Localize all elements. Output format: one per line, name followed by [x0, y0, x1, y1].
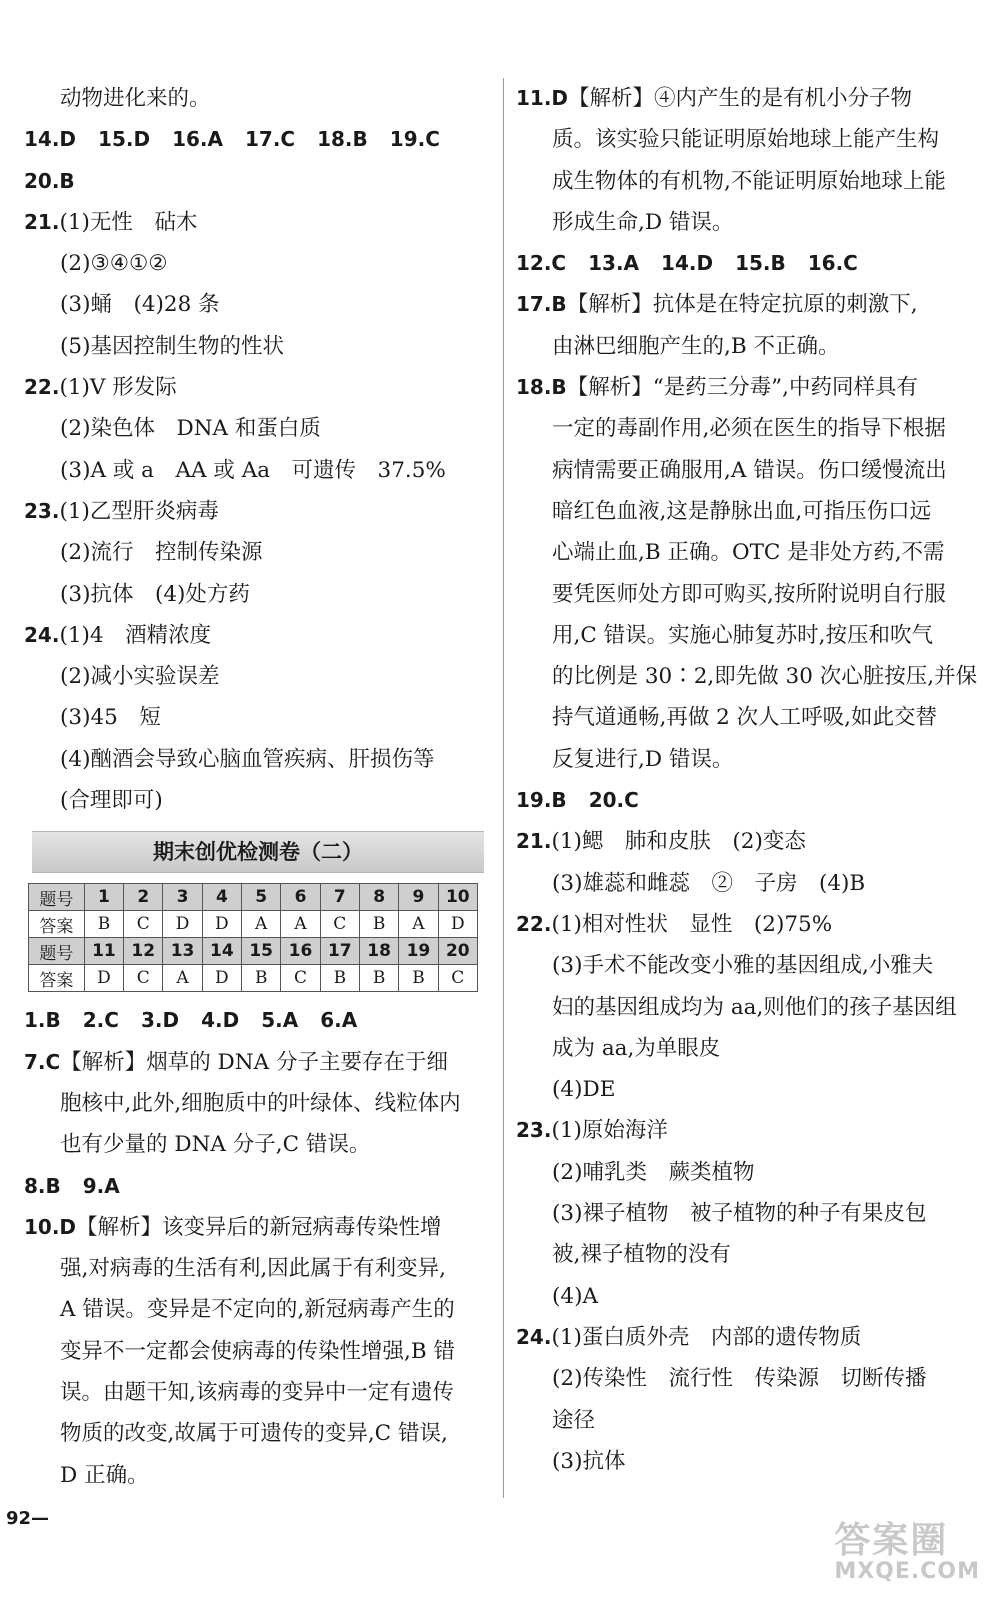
text-line	[24, 1289, 492, 1330]
answer-text: (2)减小实验误差	[60, 664, 220, 690]
answer-text: (2)哺乳类 蕨类植物	[552, 1159, 755, 1185]
answer-item: 19.B	[516, 788, 567, 813]
row-label: 题号	[29, 938, 85, 965]
answer-item: 9.A	[82, 1173, 120, 1198]
answer-item: 14.D	[661, 251, 714, 276]
text-line	[24, 1083, 492, 1124]
question-number-cell: 5	[242, 884, 281, 911]
question-number: 10.D	[24, 1214, 77, 1239]
text-line	[24, 1331, 492, 1372]
answer-text: A 错误。变异是不定向的,新冠病毒产生的	[60, 1297, 455, 1323]
text-line	[516, 656, 986, 697]
answer-cell: B	[84, 911, 123, 938]
answer-group-line	[516, 243, 986, 284]
answer-text: 反复进行,D 错误。	[552, 746, 734, 772]
answer-item: 12.C	[516, 251, 567, 276]
watermark-sub: MXQE.COM	[834, 1559, 980, 1584]
section-banner: 期末创优检测卷（二）	[32, 831, 484, 873]
text-line	[24, 1248, 492, 1289]
answer-text: 形成生命,D 错误。	[552, 209, 734, 235]
answer-cell: D	[163, 911, 202, 938]
answer-cell: B	[359, 965, 398, 992]
answer-cell: C	[124, 911, 163, 938]
text-line	[24, 1413, 492, 1454]
text-line	[24, 615, 492, 656]
answer-table	[28, 883, 478, 992]
answer-text: (3)裸子植物 被子植物的种子有果皮包	[552, 1201, 927, 1227]
answer-text: (4)DE	[552, 1077, 616, 1103]
answer-text: (3)抗体	[552, 1448, 626, 1474]
answer-item: 13.A	[588, 251, 640, 276]
answer-item: 16.A	[172, 127, 223, 152]
answer-text: 【解析】烟草的 DNA 分子主要存在于细	[60, 1049, 448, 1075]
question-number-cell: 3	[163, 884, 202, 911]
answer-cell: B	[242, 965, 281, 992]
text-line	[24, 1207, 492, 1248]
question-number: 11.D	[516, 86, 569, 110]
text-line	[516, 697, 986, 738]
answer-text: 物质的改变,故属于可遗传的变异,C 错误,	[60, 1421, 448, 1447]
answer-cell: D	[84, 965, 123, 992]
page-number: 92—	[6, 1508, 50, 1529]
answer-text: 一定的毒副作用,必须在医生的指导下根据	[552, 416, 946, 442]
answer-text: (5)基因控制生物的性状	[60, 333, 284, 359]
answer-text: 用,C 错误。实施心肺复苏时,按压和吹气	[552, 622, 933, 648]
text-line	[516, 615, 986, 656]
answer-text: (1)鳃 肺和皮肤 (2)变态	[551, 829, 806, 855]
text-line	[516, 1193, 986, 1234]
answer-text: 的比例是 30∶2,即先做 30 次心脏按压,并保	[552, 664, 978, 690]
question-number: 24.	[24, 622, 60, 647]
answer-item: 4.D	[201, 1008, 240, 1033]
question-number-cell: 13	[163, 938, 202, 965]
question-number: 21.	[516, 829, 552, 854]
watermark-main: 答案圈	[834, 1520, 949, 1561]
watermark-logo	[834, 1512, 980, 1584]
text-line	[516, 119, 986, 160]
question-number: 21.	[24, 209, 60, 234]
text-line	[24, 326, 492, 367]
answer-text: 误。由题干知,该病毒的变异中一定有遗传	[60, 1380, 454, 1406]
text-line	[516, 408, 986, 449]
answer-text: 【解析】“是药三分毒”,中药同样具有	[566, 375, 919, 401]
answer-cell: C	[320, 911, 359, 938]
text-line	[516, 367, 986, 408]
text-line	[516, 1234, 986, 1275]
table-header-row	[29, 938, 478, 965]
text-line	[24, 367, 492, 408]
text-line	[516, 987, 986, 1028]
text-line	[516, 1441, 986, 1482]
text-line	[516, 1276, 986, 1317]
question-number: 22.	[24, 375, 60, 400]
answer-cell: B	[399, 965, 438, 992]
left-column	[24, 78, 492, 1496]
answer-text: D 正确。	[60, 1462, 149, 1488]
text-line	[516, 1358, 986, 1399]
answer-cell: A	[399, 911, 438, 938]
answer-cell: A	[281, 911, 320, 938]
answer-item: 15.B	[735, 251, 786, 276]
question-number-cell: 10	[438, 884, 477, 911]
answer-text: (2)流行 控制传染源	[60, 540, 263, 566]
question-number-cell: 19	[399, 938, 438, 965]
row-label: 答案	[29, 965, 85, 992]
answer-item: 20.C	[588, 788, 639, 813]
question-number-cell: 12	[124, 938, 163, 965]
answer-cell: D	[438, 911, 477, 938]
question-number-cell: 20	[438, 938, 477, 965]
text-line	[24, 1124, 492, 1165]
question-number-cell: 16	[281, 938, 320, 965]
answer-cell: D	[202, 911, 241, 938]
answer-group-line	[24, 119, 492, 160]
text-line	[516, 1110, 986, 1151]
text-line	[516, 284, 986, 325]
answer-cell: A	[163, 965, 202, 992]
question-number-cell: 9	[399, 884, 438, 911]
answer-item: 15.D	[98, 127, 151, 152]
question-number: 23.	[24, 498, 60, 523]
question-number-cell: 11	[84, 938, 123, 965]
answer-cell: C	[281, 965, 320, 992]
text-line	[516, 945, 986, 986]
answer-text: 【解析】该变异后的新冠病毒传染性增	[76, 1214, 442, 1240]
answer-text: (合理即可)	[60, 788, 163, 814]
answer-text: (2)③④①②	[60, 251, 168, 277]
answer-text: (3)抗体 (4)处方药	[60, 581, 250, 607]
answer-item: 18.B	[317, 127, 368, 152]
answer-text: (3)手术不能改变小雅的基因组成,小雅夫	[552, 953, 934, 979]
question-number-cell: 17	[320, 938, 359, 965]
text-line	[516, 574, 986, 615]
text-line	[24, 284, 492, 325]
text-line	[516, 1069, 986, 1110]
question-number-cell: 7	[320, 884, 359, 911]
answer-text: 持气道通畅,再做 2 次人工呼吸,如此交替	[552, 705, 938, 731]
text-line	[24, 739, 492, 780]
answer-text: 妇的基因组成均为 aa,则他们的孩子基因组	[552, 994, 957, 1020]
text-line	[24, 78, 492, 119]
answer-text: (2)染色体 DNA 和蛋白质	[60, 416, 321, 442]
answer-text: (3)蛹 (4)28 条	[60, 292, 220, 318]
table-header-row	[29, 884, 478, 911]
table-answer-row	[29, 911, 478, 938]
answer-text: 【解析】④内产生的是有机小分子物	[568, 86, 913, 111]
question-number-cell: 2	[124, 884, 163, 911]
text-line	[24, 1042, 492, 1083]
text-line	[24, 450, 492, 491]
text-line	[516, 532, 986, 573]
answer-text: (1)V 形发际	[59, 375, 177, 401]
answer-text: 也有少量的 DNA 分子,C 错误。	[60, 1132, 371, 1158]
text-line	[516, 161, 986, 202]
answer-text: (1)乙型肝炎病毒	[59, 498, 219, 524]
answer-group-line	[24, 1166, 492, 1207]
answer-text: 强,对病毒的生活有利,因此属于有利变异,	[60, 1256, 447, 1282]
answer-text: (2)传染性 流行性 传染源 切断传播	[552, 1366, 927, 1392]
answer-text: (3)45 短	[60, 705, 161, 731]
answer-text: 心端止血,B 正确。OTC 是非处方药,不需	[552, 540, 945, 566]
answer-cell: C	[438, 965, 477, 992]
answer-group-line	[24, 1000, 492, 1041]
answer-cell: B	[320, 965, 359, 992]
question-number: 17.B	[516, 292, 567, 317]
answer-item: 14.D	[24, 127, 77, 152]
text-line	[516, 1400, 986, 1441]
text-line	[516, 326, 986, 367]
question-number-cell: 15	[242, 938, 281, 965]
answer-item: 20.B	[24, 168, 75, 193]
question-number: 23.	[516, 1118, 552, 1143]
question-number-cell: 4	[202, 884, 241, 911]
text-line	[24, 408, 492, 449]
question-number-cell: 14	[202, 938, 241, 965]
answer-text: 质。该实验只能证明原始地球上能产生构	[552, 127, 940, 153]
answer-cell: D	[202, 965, 241, 992]
question-number: 24.	[516, 1324, 552, 1349]
answer-item: 1.B	[24, 1008, 61, 1033]
answer-text: (1)相对性状 显性 (2)75%	[551, 911, 833, 937]
question-number-cell: 6	[281, 884, 320, 911]
question-number: 18.B	[516, 375, 567, 400]
answer-item: 8.B	[24, 1173, 61, 1198]
answer-group-line	[24, 161, 492, 202]
text-line	[24, 491, 492, 532]
text-line	[516, 78, 986, 119]
answer-text: 动物进化来的。	[60, 86, 211, 111]
text-line	[516, 739, 986, 780]
text-line	[24, 780, 492, 821]
text-line	[516, 1152, 986, 1193]
question-number: 22.	[516, 911, 552, 936]
answer-item: 17.C	[244, 127, 296, 152]
answer-text: 变异不一定都会使病毒的传染性增强,B 错	[60, 1338, 455, 1364]
answer-text: 暗红色血液,这是静脉出血,可指压伤口远	[552, 498, 932, 524]
row-label: 题号	[29, 884, 85, 911]
answer-item: 19.C	[389, 127, 440, 152]
text-line	[516, 821, 986, 862]
column-divider	[503, 78, 504, 1498]
answer-text: 由淋巴细胞产生的,B 不正确。	[552, 333, 840, 359]
row-label: 答案	[29, 911, 85, 938]
answer-cell: A	[242, 911, 281, 938]
table-answer-row	[29, 965, 478, 992]
answer-cell: C	[124, 965, 163, 992]
answer-text: 被,裸子植物的没有	[552, 1242, 731, 1268]
text-line	[24, 532, 492, 573]
answer-item: 5.A	[261, 1008, 299, 1033]
answer-item: 2.C	[82, 1008, 119, 1033]
answer-text: (4)A	[552, 1283, 598, 1309]
text-line	[516, 450, 986, 491]
answer-text: (1)原始海洋	[551, 1118, 668, 1144]
text-line	[24, 202, 492, 243]
answer-text: (4)酗酒会导致心脑血管疾病、肝损伤等	[60, 746, 435, 772]
question-number: 7.C	[24, 1049, 61, 1074]
text-line	[516, 491, 986, 532]
answer-cell: B	[359, 911, 398, 938]
answer-text: 【解析】抗体是在特定抗原的刺激下,	[566, 292, 918, 318]
answer-item: 16.C	[807, 251, 858, 276]
text-line	[516, 1028, 986, 1069]
answer-text: 要凭医师处方即可购买,按所附说明自行服	[552, 581, 946, 607]
question-number-cell: 8	[359, 884, 398, 911]
text-line	[516, 202, 986, 243]
text-line	[24, 574, 492, 615]
answer-text: 胞核中,此外,细胞质中的叶绿体、线粒体内	[60, 1090, 461, 1116]
text-line	[24, 1372, 492, 1413]
text-line	[516, 1317, 986, 1358]
text-line	[24, 656, 492, 697]
text-line	[24, 697, 492, 738]
answer-text: (1)无性 砧木	[59, 209, 198, 235]
answer-item: 6.A	[320, 1008, 358, 1033]
text-line	[516, 863, 986, 904]
text-line	[24, 1455, 492, 1496]
question-number-cell: 18	[359, 938, 398, 965]
answer-item: 3.D	[140, 1008, 180, 1033]
answer-text: (3)雄蕊和雌蕊 ② 子房 (4)B	[552, 870, 866, 896]
text-line	[24, 243, 492, 284]
text-line	[516, 904, 986, 945]
right-column	[516, 78, 986, 1482]
answer-text: (1)4 酒精浓度	[59, 622, 212, 648]
answer-text: 成为 aa,为单眼皮	[552, 1035, 721, 1061]
answer-text: 途径	[552, 1407, 596, 1433]
answer-group-line	[516, 780, 986, 821]
question-number-cell: 1	[84, 884, 123, 911]
answer-text: (1)蛋白质外壳 内部的遗传物质	[551, 1324, 862, 1350]
answer-text: 成生物体的有机物,不能证明原始地球上能	[552, 168, 946, 194]
answer-text: (3)A 或 a AA 或 Aa 可遗传 37.5%	[60, 457, 446, 483]
answer-text: 病情需要正确服用,A 错误。伤口缓慢流出	[552, 457, 947, 483]
